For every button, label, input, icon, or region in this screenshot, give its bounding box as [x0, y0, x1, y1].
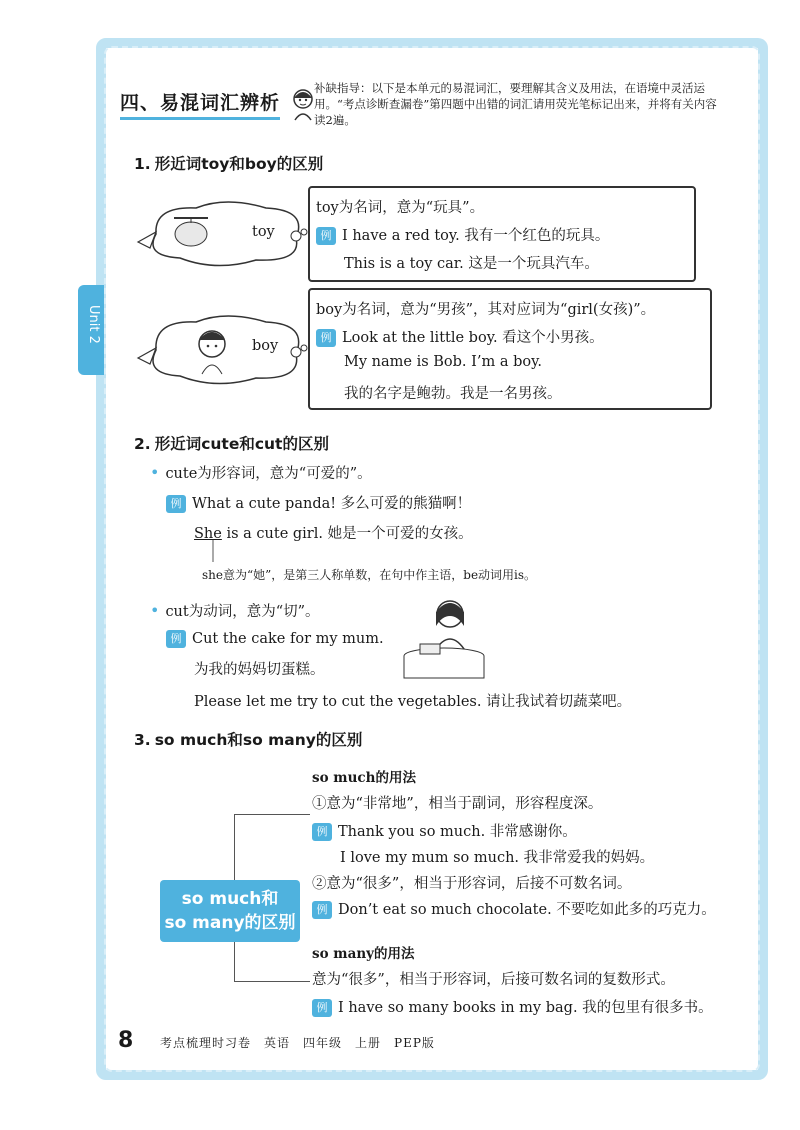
toy-example-2: This is a toy car. 这是一个玩具汽车。: [344, 256, 599, 272]
section-header: [120, 86, 318, 122]
unit-tab-label: Unit 2: [86, 305, 101, 344]
toy-definition: toy为名词，意为“玩具”。: [316, 200, 485, 216]
so-many-heading: so many的用法: [312, 946, 415, 962]
cut-example-2: Please let me try to cut the vegetables. 请让我试着切蔬菜吧。: [194, 694, 632, 710]
example-tag: 例: [312, 901, 332, 919]
bracket-top: [234, 814, 310, 880]
page-number: 8: [118, 1028, 134, 1053]
example-tag: 例: [166, 495, 186, 513]
example-tag: 例: [316, 329, 336, 347]
example-tag: 例: [316, 227, 336, 245]
section-3-heading: 3. so much和so many的区别: [134, 731, 363, 749]
section-2-heading: 2. 形近词cute和cut的区别: [134, 435, 329, 453]
cute-note: she意为“她”，是第三人称单数，在句中作主语，be动词用is。: [202, 568, 537, 582]
so-much-example-2: I love my mum so much. 我非常爱我的妈妈。: [340, 850, 655, 866]
so-much-example-1: 例 Thank you so much. 非常感谢你。: [312, 820, 577, 841]
bullet-icon: •: [150, 601, 160, 620]
so-much-heading: so much的用法: [312, 770, 416, 786]
boy-example-3: 我的名字是鲍勃。我是一名男孩。: [344, 386, 562, 402]
boy-example-2: My name is Bob. I’m a boy.: [344, 354, 542, 370]
so-much-meaning-1: ①意为“非常地”，相当于副词，形容程度深。: [312, 796, 603, 812]
note-arrow-icon: [206, 540, 220, 564]
section-1-heading: 1. 形近词toy和boy的区别: [134, 155, 324, 173]
cute-example-2: She is a cute girl. 她是一个可爱的女孩。: [194, 526, 473, 542]
cute-definition: • cute为形容词，意为“可爱的”。: [150, 463, 372, 482]
girl-cutting-cake-icon: [400, 592, 490, 682]
example-tag: 例: [312, 999, 332, 1017]
boy-definition: boy为名词，意为“男孩”，其对应词为“girl(女孩)”。: [316, 302, 656, 318]
boy-example-1: 例 Look at the little boy. 看这个小男孩。: [316, 326, 604, 347]
cut-example-1-cn: 为我的妈妈切蛋糕。: [194, 662, 325, 678]
example-tag: 例: [166, 630, 186, 648]
boy-label: boy: [252, 338, 279, 354]
so-much-meaning-2: ②意为“很多”，相当于形容词，后接不可数名词。: [312, 876, 632, 892]
tip-text: 补缺指导：以下是本单元的易混词汇，要理解其含义及用法，在语境中灵活运用。“考点诊断查漏卷”第四题中出错的词汇请用荧光笔标记出来，并将有关内容读2遍。: [314, 81, 717, 127]
cute-example-1: 例 What a cute panda! 多么可爱的熊猫啊！: [166, 492, 471, 513]
so-many-meaning: 意为“很多”，相当于形容词，后接可数名词的复数形式。: [312, 972, 675, 988]
section-title: 四、易混词汇辨析: [120, 88, 280, 120]
so-many-example-1: 例 I have so many books in my bag. 我的包里有很多书。: [312, 996, 713, 1017]
cut-example-1: 例 Cut the cake for my mum.: [166, 630, 384, 648]
toy-label: toy: [252, 224, 275, 240]
bracket-bottom: [234, 942, 310, 982]
cut-definition: • cut为动词，意为“切”。: [150, 601, 320, 620]
toy-example-1: 例 I have a red toy. 我有一个红色的玩具。: [316, 224, 609, 245]
so-much-so-many-tag: so much和 so many的区别: [160, 880, 300, 942]
bullet-icon: •: [150, 463, 160, 482]
toy-cloud: [136, 196, 312, 272]
boy-cloud: [136, 310, 312, 390]
footer-text: 考点梳理时习卷 英语 四年级 上册 PEP版: [160, 1036, 435, 1050]
example-tag: 例: [312, 823, 332, 841]
unit-tab: [78, 285, 104, 375]
so-much-example-3: 例 Don’t eat so much chocolate. 不要吃如此多的巧克力。: [312, 898, 716, 919]
